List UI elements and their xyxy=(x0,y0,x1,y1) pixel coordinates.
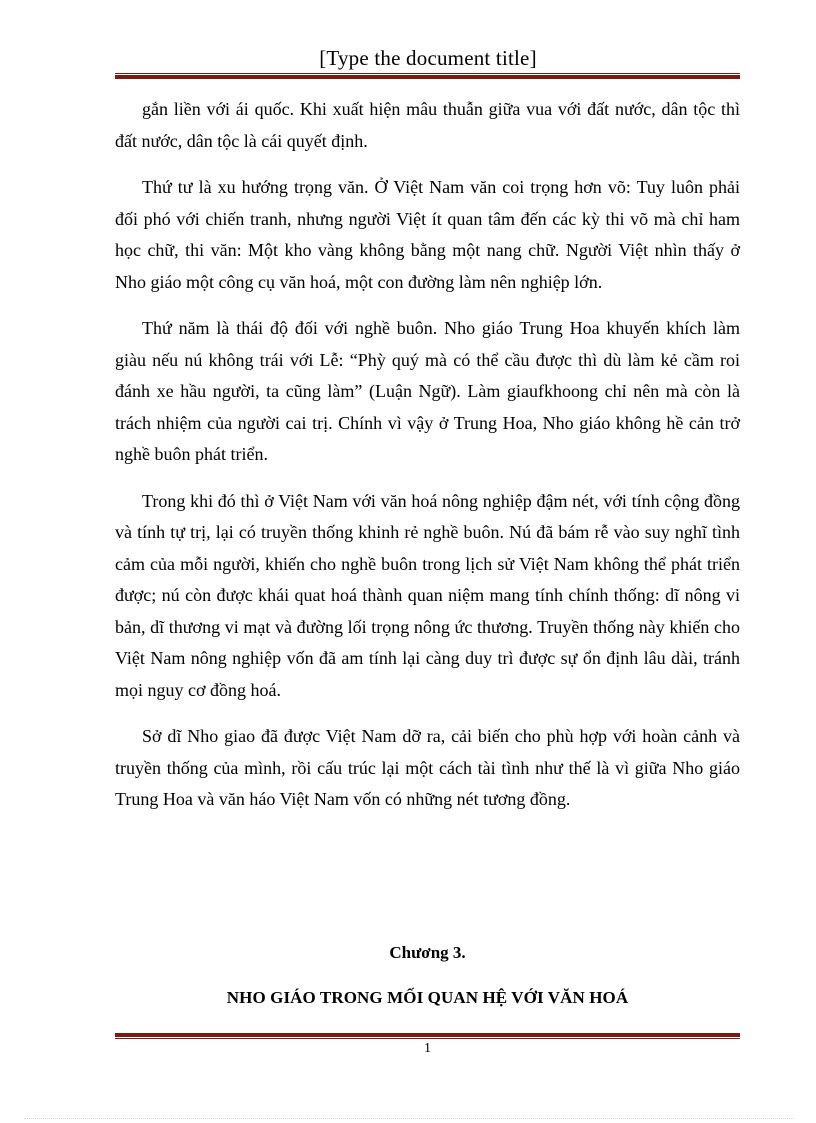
body-paragraph: Trong khi đó thì ở Việt Nam với văn hoá nông nghiệp đậm nét, với tính cộng đồng và tính tự trị, lại có truyền thống khinh rẻ nghề buôn. Nú đã bám rễ vào suy nghĩ tình cảm của mỗi người, khiến cho nghề buôn trong lịch sử Việt Nam không thể phát triển được; nú còn được khái quat hoá thành quan niệm mang tính chính thống: dĩ nông vi bản, dĩ thương vi mạt và đường lối trọng nông ức thương. Truyền thống này khiến cho Việt Nam nông nghiệp vốn đã am tính lại càng duy trì được sự ổn định lâu dài, tránh mọi nguy cơ đồng hoá. xyxy=(115,490,740,700)
chapter-title: NHO GIÁO TRONG MỐI QUAN HỆ VỚI VĂN HOÁ xyxy=(226,988,629,1007)
body-paragraph: Thứ tư là xu hướng trọng văn. Ở Việt Nam văn coi trọng hơn võ: Tuy luôn phải đối phó với chiến tranh, nhưng người Việt ít quan tâm đến các kỳ thi võ mà chỉ ham học chữ, thi văn: Một kho vàng không bằng một nang chữ. Người Việt nhìn thấy ở Nho giáo một công cụ văn hoá, một con đường làm nên nghiệp lớn. xyxy=(115,177,740,292)
document-body xyxy=(115,94,740,831)
body-paragraph: gắn liền với ái quốc. Khi xuất hiện mâu thuẫn giữa vua với đất nước, dân tộc thì đất nước, dân tộc là cái quyết định. xyxy=(115,99,740,151)
body-paragraph: Thứ năm là thái độ đối với nghề buôn. Nho giáo Trung Hoa khuyến khích làm giàu nếu nú không trái với Lễ: “Phỳ quý mà có thể cầu được thì dù làm kẻ cầm roi đánh xe hầu người, ta cũng làm” (Luận Ngữ). Làm giaufkhoong chỉ nên mà còn là trách nhiệm của người cai trị. Chính vì vậy ở Trung Hoa, Nho giáo không hề cản trở nghề buôn phát triển. xyxy=(115,318,740,464)
chapter-label: Chương 3. xyxy=(389,943,466,962)
header-divider xyxy=(115,73,740,79)
page-bottom-edge xyxy=(24,1118,794,1119)
document-header-title: [Type the document title] xyxy=(319,46,537,70)
footer-divider xyxy=(115,1033,740,1039)
page-number: 1 xyxy=(424,1041,431,1056)
body-paragraph: Sở dĩ Nho giao đã được Việt Nam dỡ ra, cải biến cho phù hợp với hoàn cảnh và truyền thống của mình, rồi cấu trúc lại một cách tài tình như thế là vì giữa Nho giáo Trung Hoa và văn háo Việt Nam vốn có những nét tương đồng. xyxy=(115,726,740,809)
